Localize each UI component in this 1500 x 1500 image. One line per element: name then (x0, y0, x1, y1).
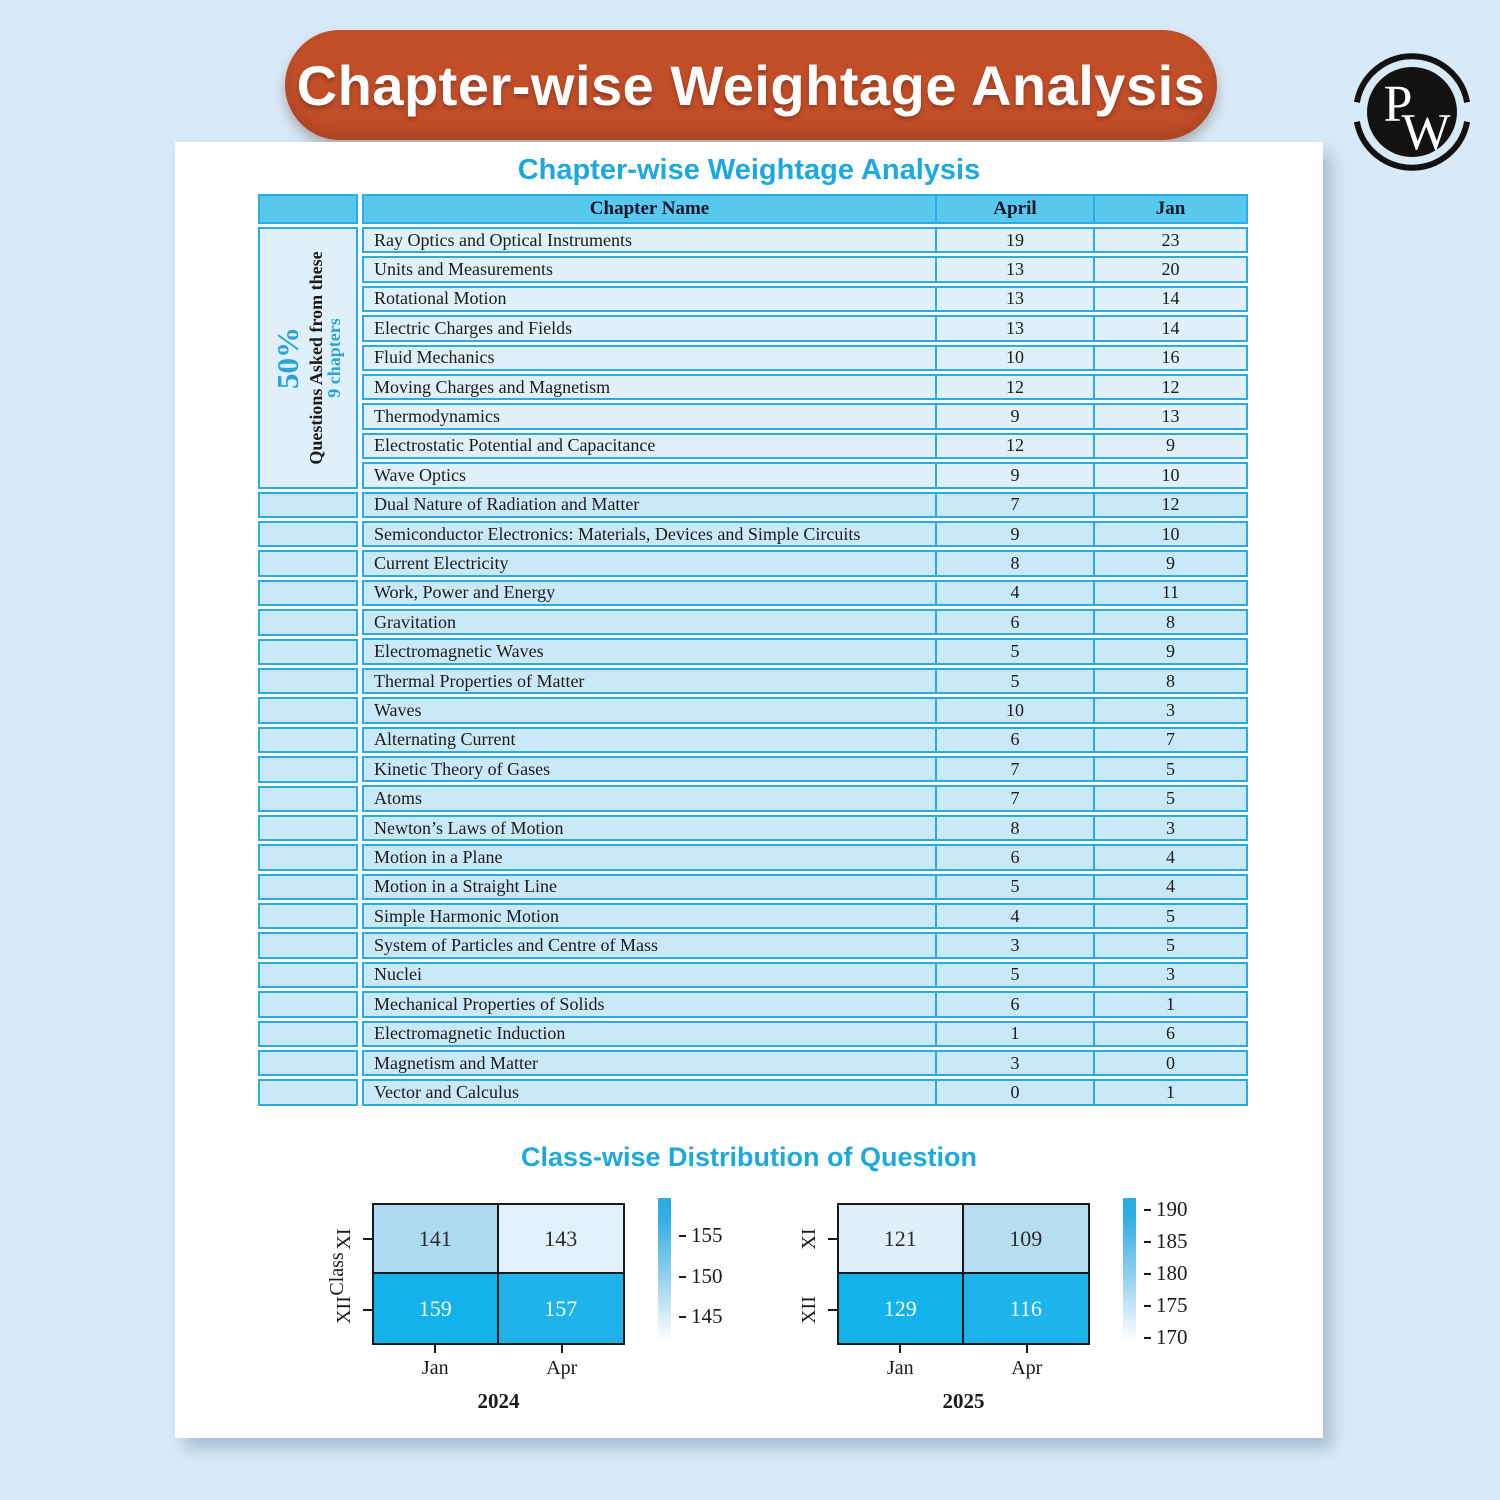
x-tick-label: Jan (886, 1357, 914, 1379)
jan-value-cell: 12 (1095, 374, 1248, 400)
svg-text:P: P (1383, 76, 1413, 133)
chapter-name-cell: Waves (362, 697, 937, 723)
chapter-name-cell: Semiconductor Electronics: Materials, Devices and Simple Circuits (362, 521, 937, 547)
jan-value-cell: 9 (1095, 550, 1248, 576)
jan-value-cell: 9 (1095, 638, 1248, 664)
table-row (362, 903, 1248, 929)
colorbar-tick-mark (1144, 1305, 1151, 1307)
table-row (362, 932, 1248, 958)
colorbar-tick-label: 150 (691, 1264, 723, 1288)
chapter-name-cell: System of Particles and Centre of Mass (362, 932, 937, 958)
pw-logo-icon (1350, 50, 1474, 174)
heatmap-cell: 129 (839, 1274, 964, 1343)
heatmap-cell: 109 (964, 1205, 1089, 1274)
chapter-name-cell: Magnetism and Matter (362, 1050, 937, 1076)
sidebar-empty-cell (258, 697, 358, 723)
sidebar-empty-cell (258, 815, 358, 841)
jan-value-cell: 23 (1095, 227, 1248, 253)
sidebar-empty-cell (258, 874, 358, 900)
table-row (362, 403, 1248, 429)
y-tick-mark (828, 1309, 837, 1311)
sidebar-header-cell (258, 194, 358, 224)
table-row (362, 844, 1248, 870)
colorbar-tick-label: 145 (691, 1304, 723, 1328)
jan-value-cell: 1 (1095, 1079, 1248, 1105)
table-row (362, 1079, 1248, 1105)
colorbar-tick-mark (679, 1276, 686, 1278)
banner-title: Chapter-wise Weightage Analysis (296, 53, 1206, 117)
sidebar-percent: 50% (269, 326, 305, 389)
x-axis-year-label: 2024 (477, 1389, 520, 1413)
jan-value-cell: 12 (1095, 492, 1248, 518)
april-value-cell: 8 (937, 815, 1095, 841)
sidebar-empty-cell (258, 1021, 358, 1047)
header-april: April (937, 194, 1095, 224)
april-value-cell: 8 (937, 550, 1095, 576)
sidebar-empty-cell (258, 609, 358, 635)
sidebar-note-line1: Questions Asked from these (305, 251, 326, 465)
april-value-cell: 4 (937, 580, 1095, 606)
april-value-cell: 4 (937, 903, 1095, 929)
april-value-cell: 9 (937, 462, 1095, 488)
table-row (362, 668, 1248, 694)
chapter-name-cell: Dual Nature of Radiation and Matter (362, 492, 937, 518)
jan-value-cell: 10 (1095, 462, 1248, 488)
chapter-name-cell: Electric Charges and Fields (362, 315, 937, 341)
table-row (362, 580, 1248, 606)
y-tick-label: XI (332, 1227, 355, 1250)
jan-value-cell: 4 (1095, 874, 1248, 900)
april-value-cell: 5 (937, 874, 1095, 900)
table-row (362, 609, 1248, 635)
table-row (362, 256, 1248, 282)
svg-text:W: W (1401, 104, 1451, 161)
chapter-name-cell: Nuclei (362, 962, 937, 988)
colorbar-tick-label: 175 (1156, 1293, 1188, 1317)
colorbar-tick-mark (679, 1316, 686, 1318)
april-value-cell: 10 (937, 345, 1095, 371)
x-tick-mark (1026, 1345, 1028, 1353)
heatmap-2025 (760, 1182, 1320, 1432)
heatmap-plot (837, 1203, 1090, 1345)
chapter-name-cell: Motion in a Plane (362, 844, 937, 870)
table-sidebar-column (258, 194, 358, 1106)
april-value-cell: 19 (937, 227, 1095, 253)
sidebar-empty-cell (258, 1079, 358, 1105)
sidebar-empty-cell (258, 550, 358, 576)
y-tick-label: XII (332, 1295, 355, 1324)
sidebar-empty-cell (258, 521, 358, 547)
jan-value-cell: 16 (1095, 345, 1248, 371)
chapter-name-cell: Work, Power and Energy (362, 580, 937, 606)
jan-value-cell: 13 (1095, 403, 1248, 429)
title-banner (285, 30, 1217, 140)
chapter-name-cell: Units and Measurements (362, 256, 937, 282)
table-row (362, 756, 1248, 782)
table-title: Chapter-wise Weightage Analysis (517, 154, 981, 186)
x-tick-label: Apr (546, 1357, 578, 1379)
colorbar-tick-label: 185 (1156, 1229, 1188, 1253)
chapter-name-cell: Rotational Motion (362, 286, 937, 312)
jan-value-cell: 4 (1095, 844, 1248, 870)
jan-value-cell: 14 (1095, 286, 1248, 312)
april-value-cell: 6 (937, 727, 1095, 753)
april-value-cell: 13 (937, 286, 1095, 312)
chapter-name-cell: Moving Charges and Magnetism (362, 374, 937, 400)
april-value-cell: 3 (937, 932, 1095, 958)
heatmap-cell: 121 (839, 1205, 964, 1274)
table-row (362, 874, 1248, 900)
sidebar-empty-cell (258, 786, 358, 812)
chapter-name-cell: Electromagnetic Waves (362, 638, 937, 664)
april-value-cell: 10 (937, 697, 1095, 723)
april-value-cell: 7 (937, 785, 1095, 811)
table-row (362, 1050, 1248, 1076)
colorbar-tick-label: 180 (1156, 1261, 1188, 1285)
colorbar-tick-label: 170 (1156, 1325, 1188, 1349)
y-tick-mark (363, 1309, 372, 1311)
y-tick-mark (828, 1238, 837, 1240)
april-value-cell: 13 (937, 315, 1095, 341)
chapter-name-cell: Thermodynamics (362, 403, 937, 429)
chapter-name-cell: Simple Harmonic Motion (362, 903, 937, 929)
jan-value-cell: 7 (1095, 727, 1248, 753)
colorbar-tick-mark (1144, 1209, 1151, 1211)
y-tick-mark (363, 1238, 372, 1240)
april-value-cell: 6 (937, 844, 1095, 870)
colorbar-tick-label: 190 (1156, 1197, 1188, 1221)
colorbar (658, 1198, 671, 1346)
chapter-name-cell: Atoms (362, 785, 937, 811)
sidebar-empty-cell (258, 727, 358, 753)
chapter-name-cell: Thermal Properties of Matter (362, 668, 937, 694)
sidebar-empty-cell (258, 991, 358, 1017)
jan-value-cell: 0 (1095, 1050, 1248, 1076)
table-row (362, 638, 1248, 664)
jan-value-cell: 20 (1095, 256, 1248, 282)
y-tick-label: XI (797, 1227, 820, 1250)
x-tick-mark (434, 1345, 436, 1353)
weightage-table (258, 194, 1248, 1106)
header-chapter-name: Chapter Name (362, 194, 937, 224)
sidebar-note-line2: 9 chapters (324, 318, 345, 398)
sidebar-empty-cell (258, 844, 358, 870)
table-row (362, 521, 1248, 547)
table-header-row (362, 194, 1248, 224)
table-row (362, 315, 1248, 341)
april-value-cell: 5 (937, 668, 1095, 694)
table-row (362, 286, 1248, 312)
chapter-name-cell: Electrostatic Potential and Capacitance (362, 433, 937, 459)
colorbar-tick-mark (1144, 1273, 1151, 1275)
jan-value-cell: 8 (1095, 609, 1248, 635)
april-value-cell: 12 (937, 374, 1095, 400)
sidebar-empty-cell (258, 932, 358, 958)
table-row (362, 815, 1248, 841)
table-row (362, 785, 1248, 811)
colorbar-tick-mark (679, 1235, 686, 1237)
sidebar-empty-cell (258, 903, 358, 929)
x-tick-label: Jan (421, 1357, 449, 1379)
sidebar-empty-cell (258, 1050, 358, 1076)
april-value-cell: 9 (937, 403, 1095, 429)
distribution-title: Class-wise Distribution of Question (520, 1142, 978, 1172)
chapter-name-cell: Electromagnetic Induction (362, 1021, 937, 1047)
chapter-name-cell: Wave Optics (362, 462, 937, 488)
chapter-name-cell: Motion in a Straight Line (362, 874, 937, 900)
jan-value-cell: 9 (1095, 433, 1248, 459)
jan-value-cell: 3 (1095, 815, 1248, 841)
table-row (362, 227, 1248, 253)
jan-value-cell: 11 (1095, 580, 1248, 606)
colorbar-tick-label: 155 (691, 1223, 723, 1247)
table-row (362, 462, 1248, 488)
heatmap-cell: 157 (499, 1274, 624, 1343)
april-value-cell: 5 (937, 962, 1095, 988)
content-card (175, 142, 1323, 1438)
jan-value-cell: 10 (1095, 521, 1248, 547)
april-value-cell: 3 (937, 1050, 1095, 1076)
table-row (362, 697, 1248, 723)
table-body (362, 227, 1248, 1106)
x-tick-label: Apr (1011, 1357, 1043, 1379)
april-value-cell: 5 (937, 638, 1095, 664)
jan-value-cell: 14 (1095, 315, 1248, 341)
sidebar-empty-cell (258, 962, 358, 988)
x-axis-year-label: 2025 (942, 1389, 985, 1413)
chapter-name-cell: Vector and Calculus (362, 1079, 937, 1105)
chapter-name-cell: Kinetic Theory of Gases (362, 756, 937, 782)
heatmap-cell: 116 (964, 1274, 1089, 1343)
table-row (362, 991, 1248, 1017)
table-row (362, 550, 1248, 576)
april-value-cell: 1 (937, 1021, 1095, 1047)
sidebar-empty-cell (258, 639, 358, 665)
colorbar (1123, 1198, 1136, 1346)
table-row (362, 345, 1248, 371)
chapter-name-cell: Ray Optics and Optical Instruments (362, 227, 937, 253)
jan-value-cell: 1 (1095, 991, 1248, 1017)
april-value-cell: 9 (937, 521, 1095, 547)
april-value-cell: 7 (937, 756, 1095, 782)
table-row (362, 374, 1248, 400)
jan-value-cell: 8 (1095, 668, 1248, 694)
heatmap-plot (372, 1203, 625, 1345)
chapter-name-cell: Current Electricity (362, 550, 937, 576)
colorbar-tick-mark (1144, 1241, 1151, 1243)
jan-value-cell: 5 (1095, 903, 1248, 929)
sidebar-note-cell (258, 227, 358, 489)
jan-value-cell: 6 (1095, 1021, 1248, 1047)
table-row (362, 492, 1248, 518)
sidebar-empty-cell (258, 668, 358, 694)
table-row (362, 1021, 1248, 1047)
jan-value-cell: 5 (1095, 756, 1248, 782)
april-value-cell: 6 (937, 609, 1095, 635)
heatmap-cell: 143 (499, 1205, 624, 1274)
sidebar-empty-cell (258, 580, 358, 606)
sidebar-empty-cell (258, 756, 358, 782)
april-value-cell: 12 (937, 433, 1095, 459)
table-row (362, 727, 1248, 753)
april-value-cell: 13 (937, 256, 1095, 282)
heatmap-cell: 159 (374, 1274, 499, 1343)
pw-logo (1350, 50, 1474, 174)
x-tick-mark (899, 1345, 901, 1353)
y-axis-label: Class (325, 1252, 348, 1296)
table-row (362, 433, 1248, 459)
heatmap-cell: 141 (374, 1205, 499, 1274)
sidebar-note (269, 229, 345, 487)
chapter-name-cell: Gravitation (362, 609, 937, 635)
april-value-cell: 0 (937, 1079, 1095, 1105)
table-main-column (362, 194, 1248, 1106)
header-jan: Jan (1095, 194, 1248, 224)
y-tick-label: XII (797, 1295, 820, 1324)
sidebar-empty-cell (258, 492, 358, 518)
jan-value-cell: 3 (1095, 697, 1248, 723)
april-value-cell: 6 (937, 991, 1095, 1017)
jan-value-cell: 5 (1095, 932, 1248, 958)
x-tick-mark (561, 1345, 563, 1353)
jan-value-cell: 5 (1095, 785, 1248, 811)
jan-value-cell: 3 (1095, 962, 1248, 988)
april-value-cell: 7 (937, 492, 1095, 518)
chapter-name-cell: Newton’s Laws of Motion (362, 815, 937, 841)
table-row (362, 962, 1248, 988)
chapter-name-cell: Alternating Current (362, 727, 937, 753)
chapter-name-cell: Fluid Mechanics (362, 345, 937, 371)
colorbar-tick-mark (1144, 1337, 1151, 1339)
chapter-name-cell: Mechanical Properties of Solids (362, 991, 937, 1017)
